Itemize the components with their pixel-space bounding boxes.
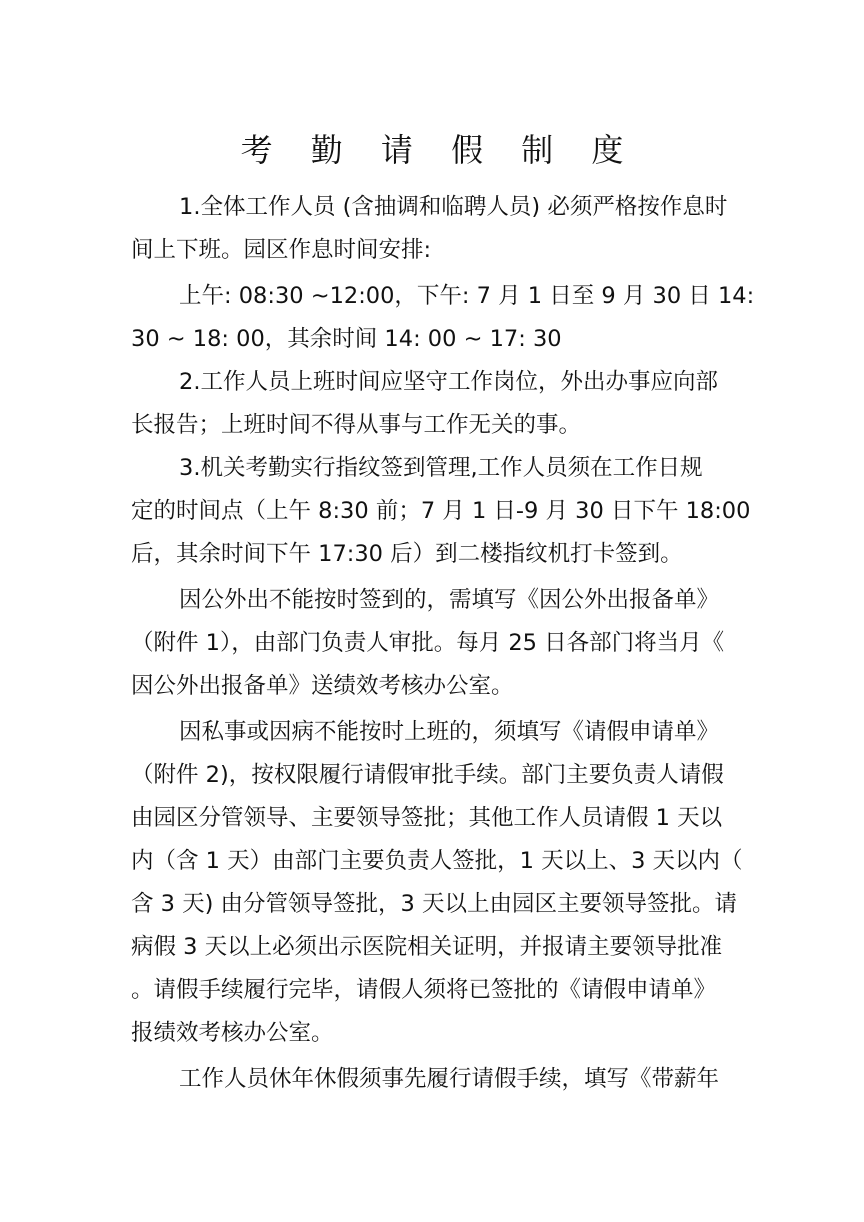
text-line-16: 内（含 1 天）由部门主要负责人签批，1 天以上、3 天以内（ [131,848,743,874]
text-line-9: 后，其余时间下午 17:30 后）到二楼指纹机打卡签到。 [131,541,683,567]
text-line-11: （附件 1），由部门负责人审批。每月 25 日各部门将当月《 [131,630,725,656]
text-line-6: 长报告；上班时间不得从事与工作无关的事。 [131,412,582,438]
text-line-15: 由园区分管领导、主要领导签批；其他工作人员请假 1 天以 [131,805,723,831]
text-line-12: 因公外出报备单》送绩效考核办公室。 [131,673,514,699]
document-title: 考 勤 请 假 制 度 [240,131,638,169]
text-line-20: 报绩效考核办公室。 [131,1020,334,1046]
text-line-14: （附件 2)，按权限履行请假审批手续。部门主要负责人请假 [131,762,724,788]
text-line-2: 间上下班。园区作息时间安排: [131,237,432,263]
text-line-5: 2.工作人员上班时间应坚守工作岗位，外出办事应向部 [179,369,718,395]
text-line-8: 定的时间点（上午 8:30 前；7 月 1 日-9 月 30 日下午 18:00 [131,498,751,524]
text-line-19: 。请假手续履行完毕，请假人须将已签批的《请假申请单》 [131,977,717,1003]
text-line-17: 含 3 天) 由分管领导签批，3 天以上由园区主要领导签批。请 [131,891,738,917]
text-line-18: 病假 3 天以上必须出示医院相关证明，并报请主要领导批准 [131,934,723,960]
text-line-1: 1.全体工作人员 (含抽调和临聘人员) 必须严格按作息时 [179,194,728,220]
text-line-7: 3.机关考勤实行指纹签到管理,工作人员须在工作日规 [179,455,703,481]
text-line-3: 上午: 08:30 ~12:00，下午: 7 月 1 日至 9 月 30 日 14: [179,283,755,309]
text-line-4: 30 ~ 18: 00，其余时间 14: 00 ~ 17: 30 [131,326,562,352]
text-line-10: 因公外出不能按时签到的，需填写《因公外出报备单》 [179,587,720,613]
text-line-21: 工作人员休年休假须事先履行请假手续，填写《带薪年 [179,1066,720,1092]
text-line-13: 因私事或因病不能按时上班的，须填写《请假申请单》 [179,719,720,745]
